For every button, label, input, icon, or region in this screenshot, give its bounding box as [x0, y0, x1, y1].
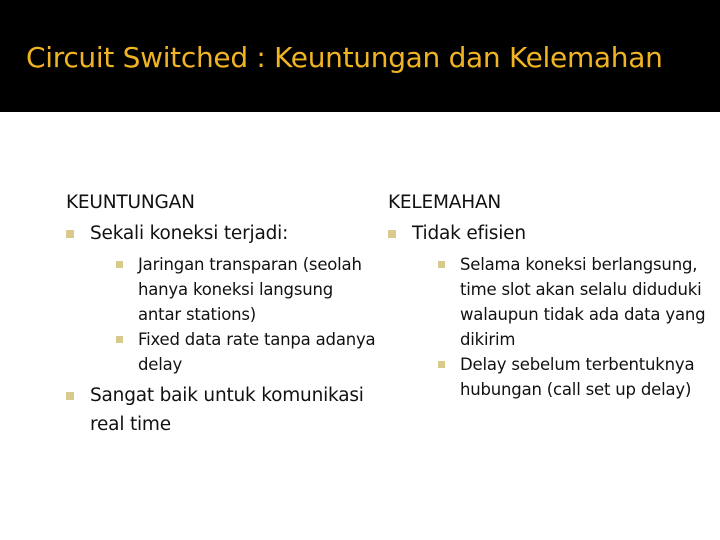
square-bullet-icon	[116, 336, 123, 343]
disadvantages-column	[388, 190, 708, 406]
sub-list-item-text: Jaringan transparan (seolah hanya koneksi langsung antar stations)	[138, 255, 362, 324]
sub-list-item-text: Delay sebelum terbentuknya hubungan (call set up delay)	[460, 355, 695, 399]
sub-list-item	[438, 352, 708, 402]
advantages-list	[66, 219, 376, 439]
square-bullet-icon	[66, 230, 74, 238]
list-item-text: Sekali koneksi terjadi:	[90, 223, 289, 244]
sub-list-item	[438, 252, 708, 352]
list-item-text: Sangat baik untuk komunikasi real time	[90, 385, 364, 435]
advantages-heading: KEUNTUNGAN	[66, 192, 195, 213]
list-item	[66, 219, 376, 377]
square-bullet-icon	[66, 392, 74, 400]
sub-list-item	[116, 252, 376, 327]
sub-list-item	[116, 327, 376, 377]
sub-list-item-text: Fixed data rate tanpa adanya delay	[138, 330, 376, 374]
list-item	[66, 381, 376, 439]
square-bullet-icon	[438, 261, 445, 268]
square-bullet-icon	[438, 361, 445, 368]
list-item	[388, 219, 708, 402]
list-item-text: Tidak efisien	[412, 223, 526, 244]
sub-list	[412, 252, 708, 402]
disadvantages-list	[388, 219, 708, 402]
disadvantages-heading: KELEMAHAN	[388, 192, 502, 213]
square-bullet-icon	[388, 230, 396, 238]
sub-list	[90, 252, 376, 377]
advantages-column	[66, 190, 376, 439]
slide-title: Circuit Switched : Keuntungan dan Kelemahan	[26, 41, 663, 74]
square-bullet-icon	[116, 261, 123, 268]
sub-list-item-text: Selama koneksi berlangsung, time slot akan selalu diduduki walaupun tidak ada data yang dikirim	[460, 255, 706, 349]
